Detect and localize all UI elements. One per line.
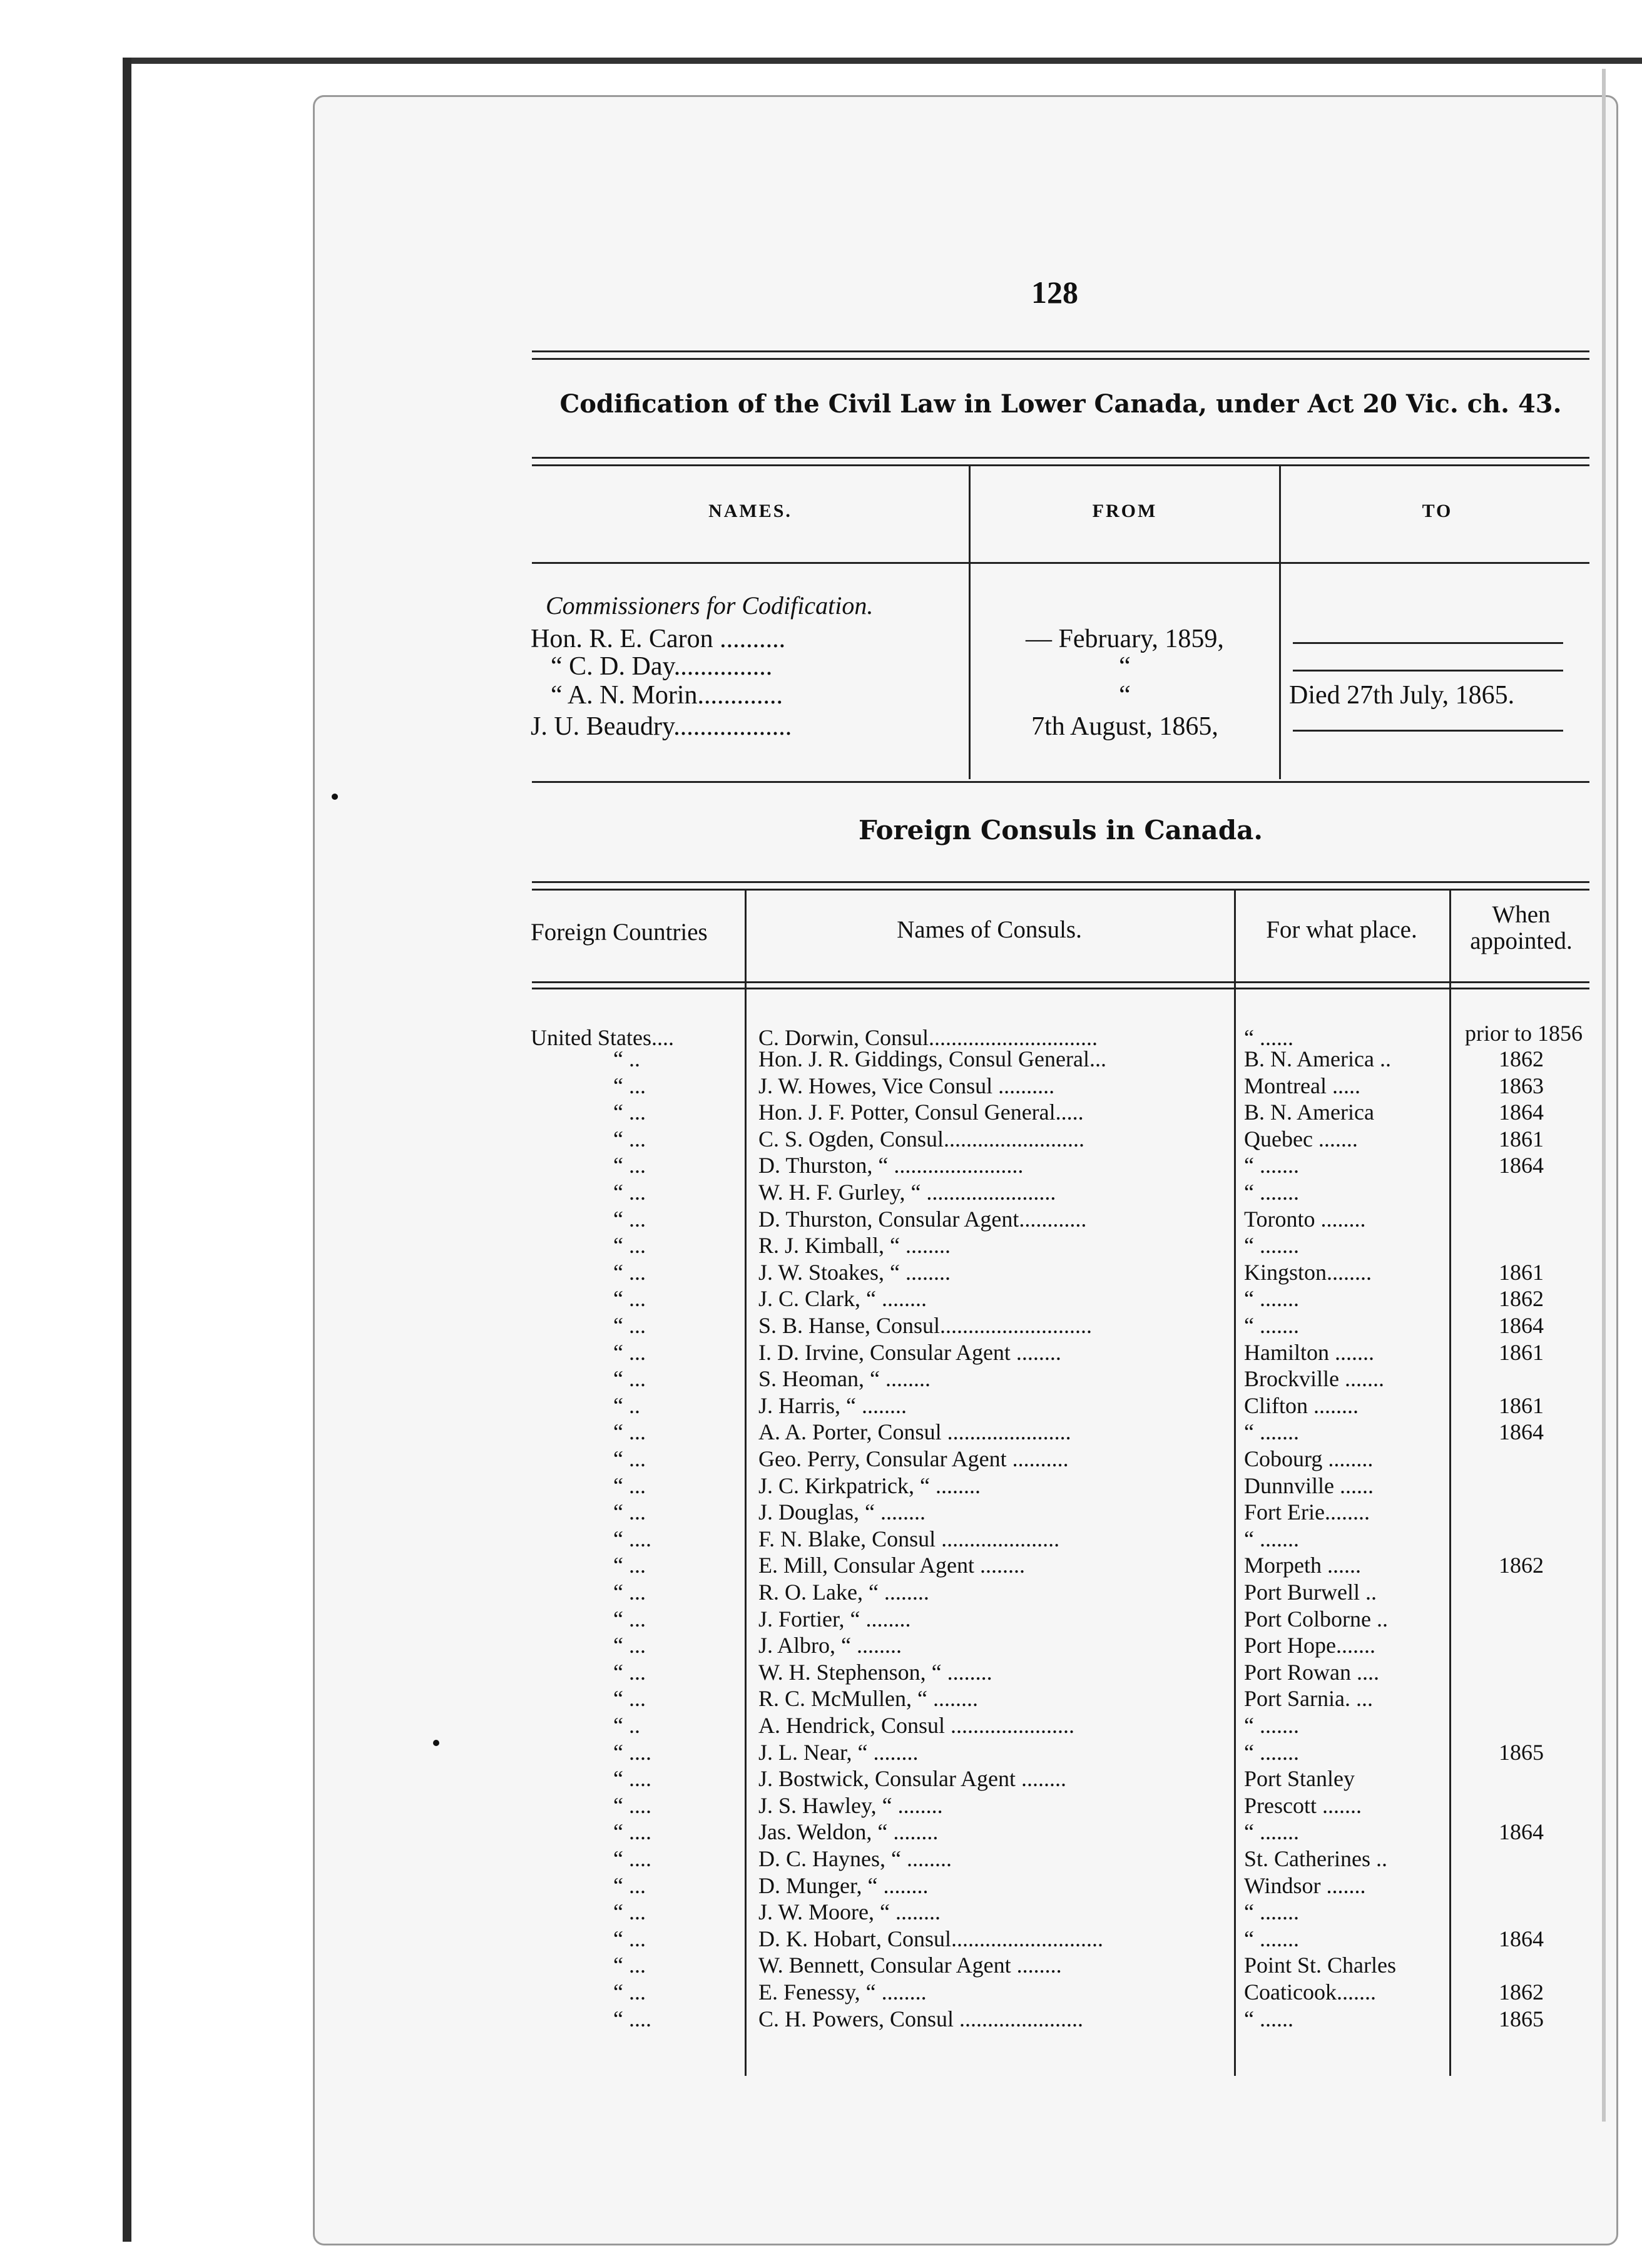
consul-country: “ ... bbox=[613, 1073, 646, 1098]
consul-country: “ ... bbox=[613, 1979, 646, 2005]
consul-name: I. D. Irvine, Consular Agent ........ bbox=[758, 1339, 1061, 1365]
consul-name: J. C. Clark, “ ........ bbox=[758, 1286, 927, 1312]
consul-country: “ ... bbox=[613, 1366, 646, 1392]
consul-place: “ ...... bbox=[1244, 2006, 1293, 2031]
consul-country: “ ... bbox=[613, 1339, 646, 1365]
consul-name: R. O. Lake, “ ........ bbox=[758, 1580, 929, 1605]
consul-country: “ .... bbox=[613, 1766, 651, 1792]
codification-name: “ C. D. Day............... bbox=[551, 652, 773, 681]
consul-name: C. H. Powers, Consul ...................... bbox=[758, 2006, 1084, 2031]
consul-name: Hon. J. R. Giddings, Consul General... bbox=[758, 1046, 1106, 1071]
codification-name: J. U. Beaudry.................. bbox=[531, 712, 792, 741]
consul-country: “ ... bbox=[613, 1686, 646, 1712]
consul-place: Point St. Charles bbox=[1244, 1953, 1397, 1978]
consul-name: E. Fenessy, “ ........ bbox=[758, 1979, 927, 2005]
consuls-rule bbox=[532, 889, 1589, 891]
consul-country: “ .... bbox=[613, 1846, 651, 1871]
header-when: When bbox=[1492, 901, 1551, 928]
blank-dash bbox=[1293, 730, 1563, 732]
consul-place: Kingston........ bbox=[1244, 1259, 1372, 1285]
codification-from: — February, 1859, bbox=[1026, 625, 1224, 653]
consul-place: B. N. America bbox=[1244, 1100, 1374, 1125]
header-names: NAMES. bbox=[708, 501, 792, 521]
blank-dash bbox=[1293, 642, 1563, 644]
consul-place: Port Stanley bbox=[1244, 1766, 1355, 1792]
consul-name: A. A. Porter, Consul ...................... bbox=[758, 1419, 1071, 1445]
table-rule bbox=[532, 781, 1589, 783]
consul-place: “ ....... bbox=[1244, 1286, 1299, 1312]
consul-when: 1865 bbox=[1499, 2006, 1544, 2031]
consul-place: “ ....... bbox=[1244, 1713, 1299, 1738]
codification-name: “ A. N. Morin............. bbox=[551, 681, 783, 710]
consul-place: Port Rowan .... bbox=[1244, 1659, 1379, 1685]
consul-country: “ ... bbox=[613, 1419, 646, 1445]
consul-country: “ ... bbox=[613, 1659, 646, 1685]
consul-when: 1861 bbox=[1499, 1126, 1544, 1152]
consul-name: Hon. J. F. Potter, Consul General..... bbox=[758, 1100, 1084, 1125]
consul-place: “ ...... bbox=[1244, 1025, 1293, 1050]
consul-name: S. Heoman, “ ........ bbox=[758, 1366, 931, 1392]
consul-country: “ ... bbox=[613, 1580, 646, 1605]
consul-place: “ ....... bbox=[1244, 1819, 1299, 1845]
consul-country: “ ... bbox=[613, 1926, 646, 1951]
consul-when: 1862 bbox=[1499, 1046, 1544, 1071]
consul-name: E. Mill, Consular Agent ........ bbox=[758, 1553, 1025, 1578]
consul-name: Jas. Weldon, “ ........ bbox=[758, 1819, 939, 1845]
consul-country: “ .... bbox=[613, 2006, 651, 2031]
consul-place: “ ....... bbox=[1244, 1419, 1299, 1445]
page-number: 128 bbox=[1031, 275, 1078, 310]
consul-name: J. Albro, “ ........ bbox=[758, 1633, 902, 1658]
consul-when: 1863 bbox=[1499, 1073, 1544, 1098]
consul-when: 1864 bbox=[1499, 1153, 1544, 1178]
consul-name: S. B. Hanse, Consul........................... bbox=[758, 1313, 1093, 1338]
consul-name: J. S. Hawley, “ ........ bbox=[758, 1792, 943, 1818]
column-divider bbox=[745, 890, 747, 2076]
consul-name: J. L. Near, “ ........ bbox=[758, 1739, 919, 1765]
consul-country: “ ... bbox=[613, 1953, 646, 1978]
consul-place: Prescott ....... bbox=[1244, 1792, 1362, 1818]
consul-name: J. W. Howes, Vice Consul .......... bbox=[758, 1073, 1055, 1098]
codification-from: 7th August, 1865, bbox=[1031, 712, 1218, 741]
consul-name: F. N. Blake, Consul ..................... bbox=[758, 1526, 1060, 1551]
consul-name: D. K. Hobart, Consul........................... bbox=[758, 1926, 1103, 1951]
consul-country: “ ... bbox=[613, 1473, 646, 1498]
consul-when: 1864 bbox=[1499, 1313, 1544, 1338]
header-to: TO bbox=[1422, 501, 1453, 521]
consul-place: Port Burwell .. bbox=[1244, 1580, 1377, 1605]
consul-when: 1865 bbox=[1499, 1739, 1544, 1765]
consul-country: “ ... bbox=[613, 1499, 646, 1525]
codification-to: Died 27th July, 1865. bbox=[1289, 681, 1515, 710]
consul-name: J. Fortier, “ ........ bbox=[758, 1606, 911, 1632]
ink-speck bbox=[332, 794, 338, 800]
consul-name: D. Thurston, “ ....................... bbox=[758, 1153, 1024, 1178]
scan-border-top bbox=[123, 58, 1642, 64]
table-rule bbox=[532, 464, 1589, 466]
consul-country: “ ... bbox=[613, 1633, 646, 1658]
codification-from: “ bbox=[1119, 681, 1131, 710]
table-rule bbox=[532, 457, 1589, 459]
ink-speck bbox=[433, 1740, 439, 1746]
consul-when: 1861 bbox=[1499, 1392, 1544, 1418]
consul-name: J. W. Moore, “ ........ bbox=[758, 1899, 941, 1925]
consul-place: “ ....... bbox=[1244, 1180, 1299, 1205]
consul-place: Quebec ....... bbox=[1244, 1126, 1358, 1152]
consul-place: “ ....... bbox=[1244, 1233, 1299, 1259]
consul-place: “ ....... bbox=[1244, 1526, 1299, 1551]
consul-place: Port Sarnia. ... bbox=[1244, 1686, 1373, 1712]
consul-country: “ ... bbox=[613, 1126, 646, 1152]
consul-place: Clifton ........ bbox=[1244, 1392, 1359, 1418]
page-edge bbox=[1602, 69, 1606, 2122]
consul-name: D. C. Haynes, “ ........ bbox=[758, 1846, 952, 1871]
consul-when: 1864 bbox=[1499, 1419, 1544, 1445]
blank-dash bbox=[1293, 670, 1563, 672]
consul-country: “ .. bbox=[613, 1046, 640, 1071]
consul-place: “ ....... bbox=[1244, 1313, 1299, 1338]
consul-when: 1862 bbox=[1499, 1553, 1544, 1578]
consul-name: D. Munger, “ ........ bbox=[758, 1872, 929, 1898]
consul-when: 1864 bbox=[1499, 1926, 1544, 1951]
consul-place: Montreal ..... bbox=[1244, 1073, 1360, 1098]
consul-country: “ ... bbox=[613, 1286, 646, 1312]
consul-country: “ ... bbox=[613, 1100, 646, 1125]
consul-name: J. C. Kirkpatrick, “ ........ bbox=[758, 1473, 981, 1498]
consul-name: C. S. Ogden, Consul......................... bbox=[758, 1126, 1085, 1152]
consul-place: St. Catherines .. bbox=[1244, 1846, 1387, 1871]
consul-country: “ .. bbox=[613, 1713, 640, 1738]
codification-title: Codification of the Civil Law in Lower Canada, under Act 20 Vic. ch. 43. bbox=[559, 389, 1562, 419]
header-rule bbox=[532, 988, 1589, 989]
consul-when: prior to 1856 bbox=[1465, 1021, 1583, 1046]
header-rule bbox=[532, 562, 1589, 564]
consul-country: “ ... bbox=[613, 1259, 646, 1285]
commissioners-subheading: Commissioners for Codification. bbox=[546, 591, 874, 620]
column-divider bbox=[1234, 890, 1236, 2076]
consul-country: “ ... bbox=[613, 1233, 646, 1259]
codification-from: “ bbox=[1119, 652, 1131, 681]
consul-name: C. Dorwin, Consul.............................. bbox=[758, 1025, 1098, 1050]
consul-name: J. Harris, “ ........ bbox=[758, 1392, 907, 1418]
consul-name: J. Douglas, “ ........ bbox=[758, 1499, 926, 1525]
double-rule-top bbox=[532, 350, 1589, 352]
consul-place: Cobourg ........ bbox=[1244, 1446, 1374, 1471]
consul-place: Morpeth ...... bbox=[1244, 1553, 1361, 1578]
consul-name: J. W. Stoakes, “ ........ bbox=[758, 1259, 951, 1285]
double-rule-top bbox=[532, 358, 1589, 360]
consul-place: Toronto ........ bbox=[1244, 1206, 1366, 1232]
consul-place: “ ....... bbox=[1244, 1926, 1299, 1951]
consul-country: “ .... bbox=[613, 1819, 651, 1845]
consul-place: Coaticook....... bbox=[1244, 1979, 1376, 2005]
consul-place: Brockville ....... bbox=[1244, 1366, 1384, 1392]
consul-country: “ .. bbox=[613, 1392, 640, 1418]
consul-place: Fort Erie........ bbox=[1244, 1499, 1370, 1525]
header-for-what-place: For what place. bbox=[1266, 916, 1417, 943]
consul-name: W. H. F. Gurley, “ ....................... bbox=[758, 1180, 1056, 1205]
consul-country: “ ... bbox=[613, 1180, 646, 1205]
consul-when: 1862 bbox=[1499, 1286, 1544, 1312]
consul-name: W. Bennett, Consular Agent ........ bbox=[758, 1953, 1062, 1978]
consul-country: “ ... bbox=[613, 1206, 646, 1232]
consul-name: R. J. Kimball, “ ........ bbox=[758, 1233, 951, 1259]
consul-name: Geo. Perry, Consular Agent .......... bbox=[758, 1446, 1069, 1471]
consul-country: “ ... bbox=[613, 1872, 646, 1898]
scan-border-left bbox=[123, 58, 131, 2242]
consul-place: Hamilton ....... bbox=[1244, 1339, 1374, 1365]
consul-when: 1864 bbox=[1499, 1100, 1544, 1125]
consul-country: “ .... bbox=[613, 1739, 651, 1765]
consuls-rule bbox=[532, 881, 1589, 883]
consul-name: R. C. McMullen, “ ........ bbox=[758, 1686, 978, 1712]
consul-place: Windsor ....... bbox=[1244, 1872, 1366, 1898]
consul-place: Port Colborne .. bbox=[1244, 1606, 1388, 1632]
consul-place: “ ....... bbox=[1244, 1153, 1299, 1178]
consul-country: “ ... bbox=[613, 1313, 646, 1338]
header-appointed: appointed. bbox=[1470, 927, 1573, 954]
consul-place: “ ....... bbox=[1244, 1899, 1299, 1925]
header-foreign-countries: Foreign Countries bbox=[531, 919, 708, 946]
consul-place: Dunnville ...... bbox=[1244, 1473, 1374, 1498]
consul-name: A. Hendrick, Consul ...................... bbox=[758, 1713, 1074, 1738]
consul-name: J. Bostwick, Consular Agent ........ bbox=[758, 1766, 1066, 1792]
consul-when: 1862 bbox=[1499, 1979, 1544, 2005]
consul-when: 1864 bbox=[1499, 1819, 1544, 1845]
consul-name: W. H. Stephenson, “ ........ bbox=[758, 1659, 992, 1685]
consul-country: “ .... bbox=[613, 1792, 651, 1818]
header-names-of-consuls: Names of Consuls. bbox=[897, 916, 1082, 943]
consul-country: “ .... bbox=[613, 1526, 651, 1551]
consul-country: “ ... bbox=[613, 1446, 646, 1471]
consul-name: D. Thurston, Consular Agent............ bbox=[758, 1206, 1087, 1232]
consul-country: “ ... bbox=[613, 1553, 646, 1578]
consul-when: 1861 bbox=[1499, 1259, 1544, 1285]
consul-country: “ ... bbox=[613, 1153, 646, 1178]
consul-place: Port Hope....... bbox=[1244, 1633, 1375, 1658]
consuls-title: Foreign Consuls in Canada. bbox=[859, 815, 1263, 845]
consul-country: “ ... bbox=[613, 1899, 646, 1925]
consul-place: B. N. America .. bbox=[1244, 1046, 1391, 1071]
codification-name: Hon. R. E. Caron .......... bbox=[531, 625, 786, 653]
consul-country: United States.... bbox=[531, 1025, 674, 1050]
header-rule bbox=[532, 981, 1589, 983]
consul-country: “ ... bbox=[613, 1606, 646, 1632]
consul-place: “ ....... bbox=[1244, 1739, 1299, 1765]
header-from: FROM bbox=[1092, 501, 1158, 521]
consul-when: 1861 bbox=[1499, 1339, 1544, 1365]
